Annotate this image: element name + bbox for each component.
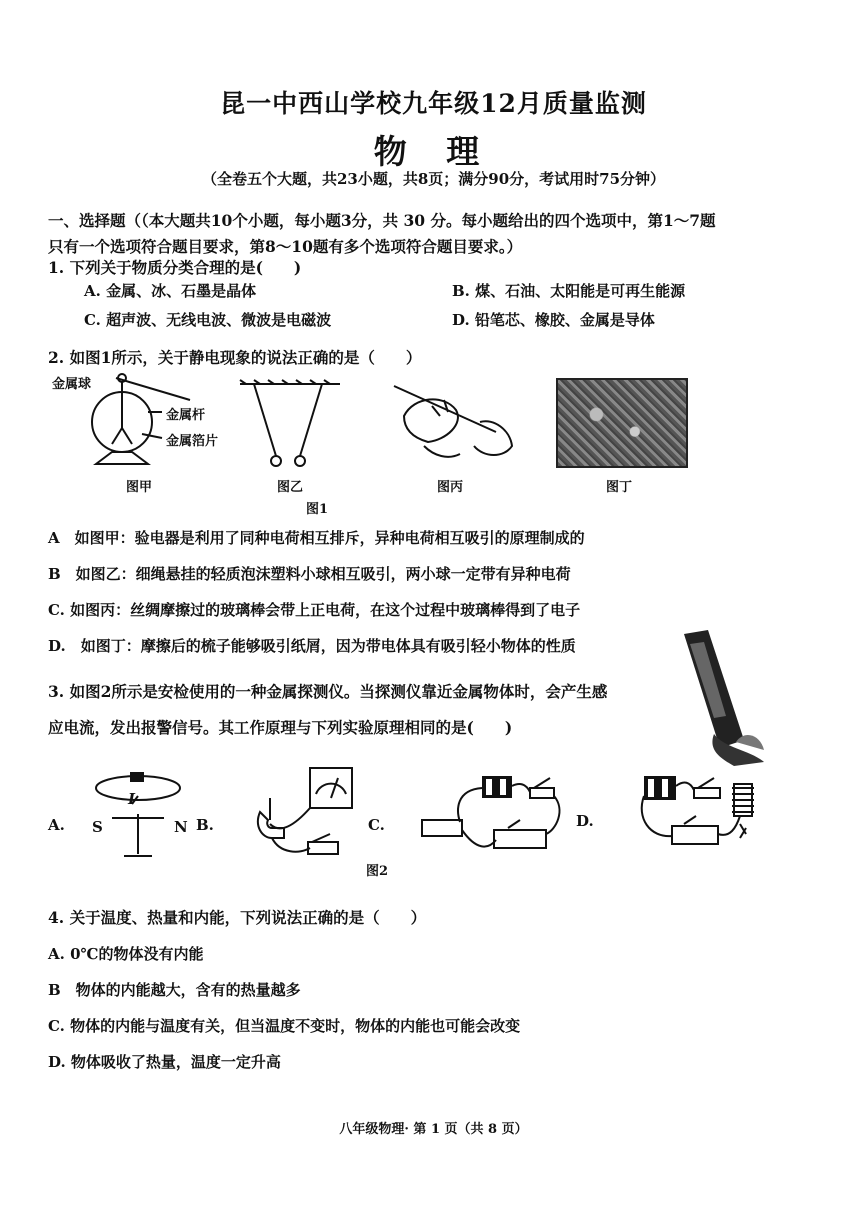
label-metal-rod: 金属杆 bbox=[166, 408, 206, 423]
q3-option-d-label: D. bbox=[576, 812, 594, 830]
fig-caption-jia: 图甲 bbox=[126, 480, 153, 495]
q2-option-d: D. 如图丁：摩擦后的梳子能够吸引纸屑，因为带电体具有吸引轻小物体的性质 bbox=[48, 637, 576, 655]
page-footer: 八年级物理· 第 1 页（共 8 页） bbox=[339, 1122, 528, 1137]
current-i-label: I bbox=[128, 790, 136, 808]
q3-option-b-label: B. bbox=[196, 816, 214, 834]
q4-option-b: B 物体的内能越大，含有的热量越多 bbox=[48, 981, 301, 999]
q4-stem: 4. 关于温度、热量和内能，下列说法正确的是（ ） bbox=[48, 908, 427, 927]
q1-option-b: B. 煤、石油、太阳能是可再生能源 bbox=[452, 282, 686, 300]
q2-option-b: B 如图乙：细绳悬挂的轻质泡沫塑料小球相互吸引，两小球一定带有异种电荷 bbox=[48, 565, 571, 583]
generator-experiment-figure bbox=[250, 764, 365, 864]
q4-option-c: C. 物体的内能与温度有关，但当温度不变时，物体的内能也可能会改变 bbox=[48, 1017, 521, 1035]
q3-option-a-label: A. bbox=[48, 816, 65, 834]
label-metal-ball: 金属球 bbox=[52, 377, 92, 392]
fig-caption-ding: 图丁 bbox=[606, 480, 633, 495]
q3-stem-line-2: 应电流，发出报警信号。其工作原理与下列实验原理相同的是( ) bbox=[48, 718, 513, 737]
fig-caption-yi: 图乙 bbox=[277, 480, 304, 495]
section-1-line-1: 一、选择题（（本大题共10个小题，每小题3分，共 30 分。每小题给出的四个选项中，第1～7题 bbox=[48, 211, 716, 230]
q3-stem-line-1: 3. 如图2所示是安检使用的一种金属探测仪。当探测仪靠近金属物体时，会产生感 bbox=[48, 682, 608, 701]
q1-option-d: D. 铅笔芯、橡胶、金属是导体 bbox=[452, 311, 655, 329]
compass-n-pole: N bbox=[174, 818, 188, 836]
q1-stem: 1. 下列关于物质分类合理的是( ) bbox=[48, 258, 302, 277]
q4-option-d: D. 物体吸收了热量，温度一定升高 bbox=[48, 1053, 281, 1071]
q4-option-a: A. 0℃的物体没有内能 bbox=[48, 945, 204, 963]
label-metal-foil: 金属箔片 bbox=[166, 434, 219, 449]
q1-option-c: C. 超声波、无线电波、微波是电磁波 bbox=[84, 311, 332, 329]
oersted-experiment-figure bbox=[86, 766, 196, 866]
section-1-header bbox=[48, 208, 828, 260]
fig-caption-bing: 图丙 bbox=[437, 480, 464, 495]
comb-paper-photo bbox=[556, 378, 688, 468]
q1-option-a: A. 金属、冰、石墨是晶体 bbox=[84, 282, 257, 300]
motor-experiment-figure bbox=[416, 770, 566, 860]
q2-stem: 2. 如图1所示，关于静电现象的说法正确的是（ ） bbox=[48, 348, 422, 367]
hanging-balls-figure bbox=[236, 380, 346, 470]
compass-s-pole: S bbox=[92, 818, 103, 836]
q2-option-c: C. 如图丙：丝绸摩擦过的玻璃棒会带上正电荷，在这个过程中玻璃棒得到了电子 bbox=[48, 601, 581, 619]
figure-2-caption: 图2 bbox=[366, 864, 389, 879]
rubbing-rod-figure bbox=[384, 376, 534, 466]
q3-option-c-label: C. bbox=[368, 816, 385, 834]
electromagnet-experiment-figure bbox=[636, 768, 766, 858]
figure-1-caption: 图1 bbox=[306, 502, 329, 517]
q2-option-a: A 如图甲：验电器是利用了同种电荷相互排斥，异种电荷相互吸引的原理制成的 bbox=[48, 529, 585, 547]
exam-note: （全卷五个大题，共23小题，共8页；满分90分，考试用时75分钟） bbox=[201, 170, 666, 188]
section-1-line-2: 只有一个选项符合题目要求，第8～10题有多个选项符合题目要求。） bbox=[48, 237, 523, 256]
metal-detector-image bbox=[664, 630, 774, 770]
subject-title: 物 理 bbox=[373, 132, 494, 171]
exam-title: 昆一中西山学校九年级12月质量监测 bbox=[220, 89, 647, 118]
